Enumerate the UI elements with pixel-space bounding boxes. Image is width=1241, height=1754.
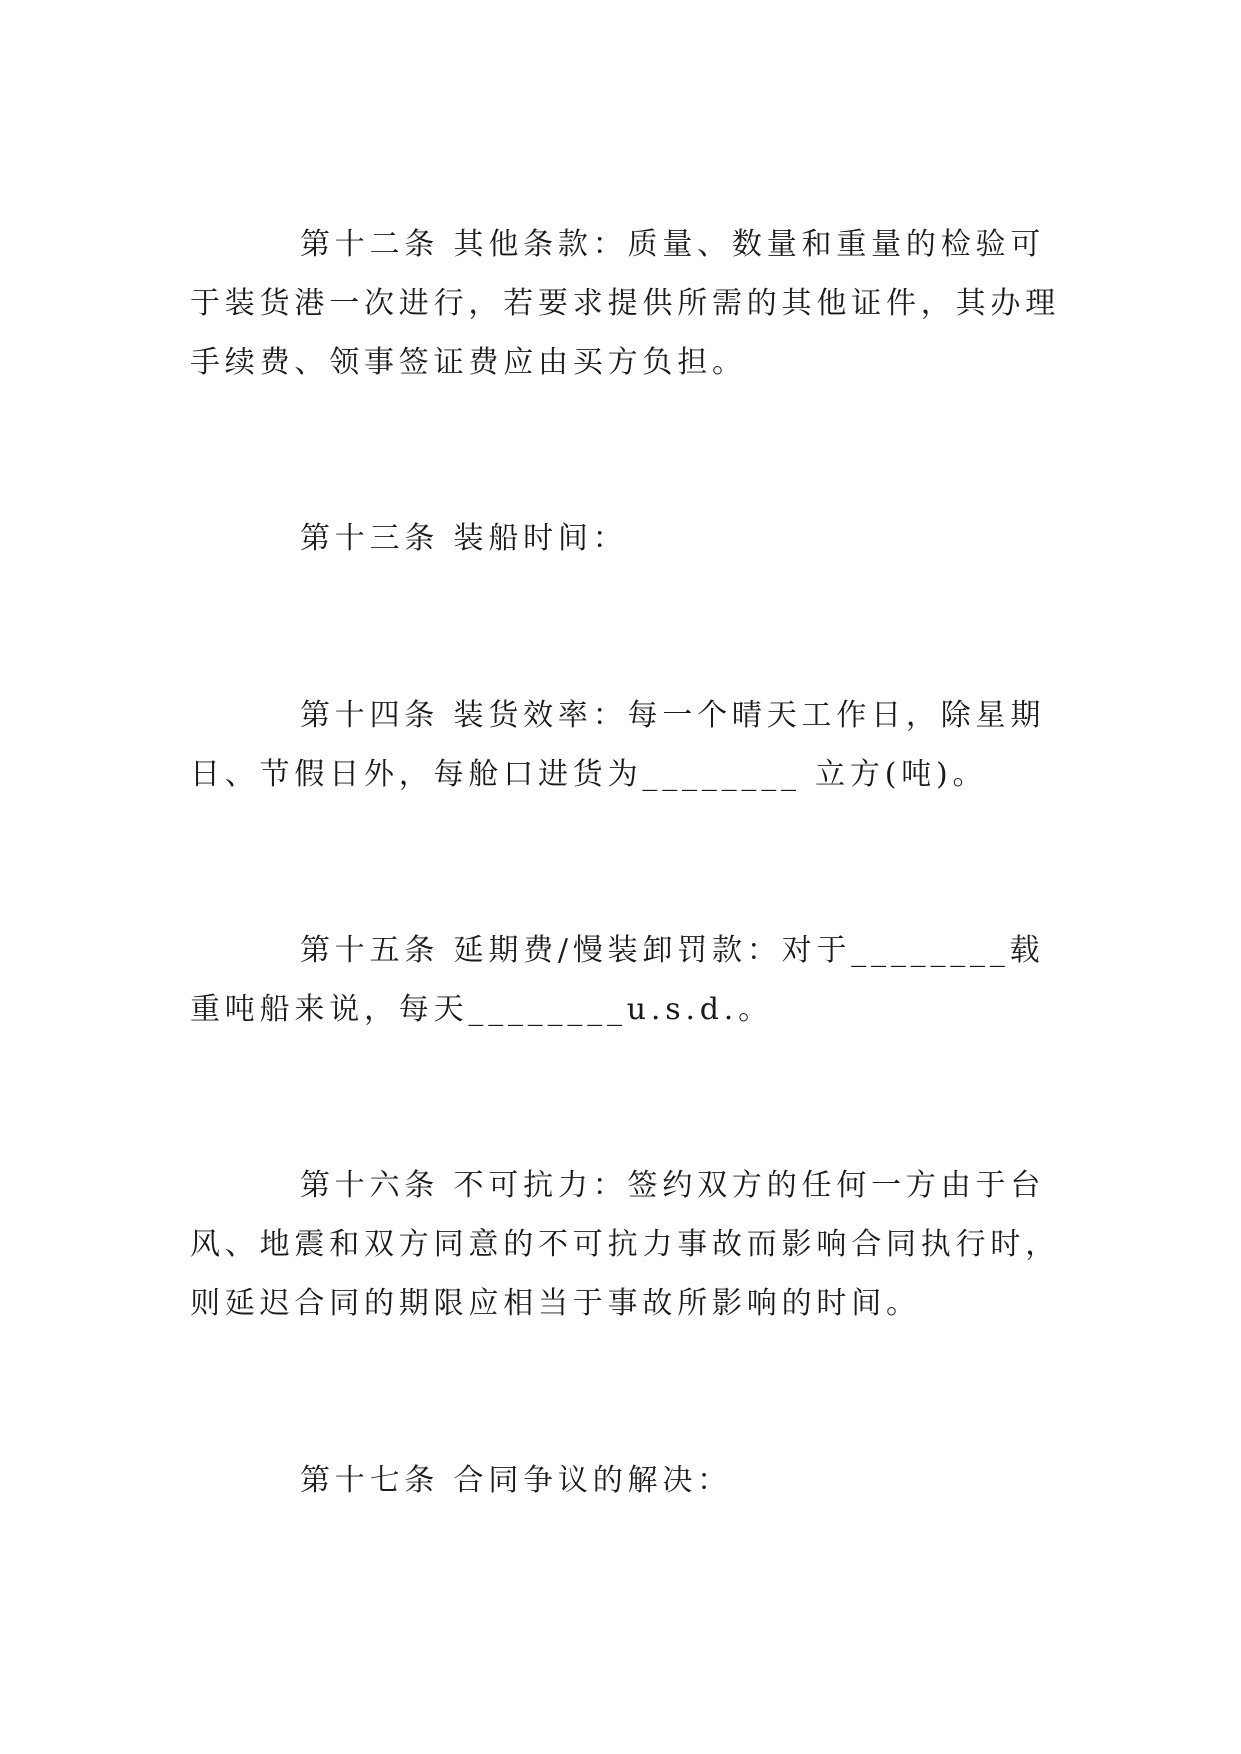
clause-17-dispute-resolution: 第十七条 合同争议的解决： — [300, 1463, 732, 1498]
clause-15-demurrage: 第十五条 延期费/慢装卸罚款：对于________载重吨船来说，每天________u.s.d.。 — [190, 933, 1045, 1027]
clause-14-loading-efficiency: 第十四条 装货效率：每一个晴天工作日，除星期日、节假日外，每舱口进货为________ 立方(吨)。 — [190, 698, 1046, 792]
clause-13-shipping-time: 第十三条 装船时间： — [300, 521, 628, 556]
clause-12-other-terms: 第十二条 其他条款：质量、数量和重量的检验可于装货港一次进行，若要求提供所需的其他证件，其办理手续费、领事签证费应由买方负担。 — [190, 227, 1060, 380]
clause-16-force-majeure: 第十六条 不可抗力：签约双方的任何一方由于台风、地震和双方同意的不可抗力事故而影响合同执行时，则延迟合同的期限应相当于事故所影响的时间。 — [190, 1168, 1060, 1321]
